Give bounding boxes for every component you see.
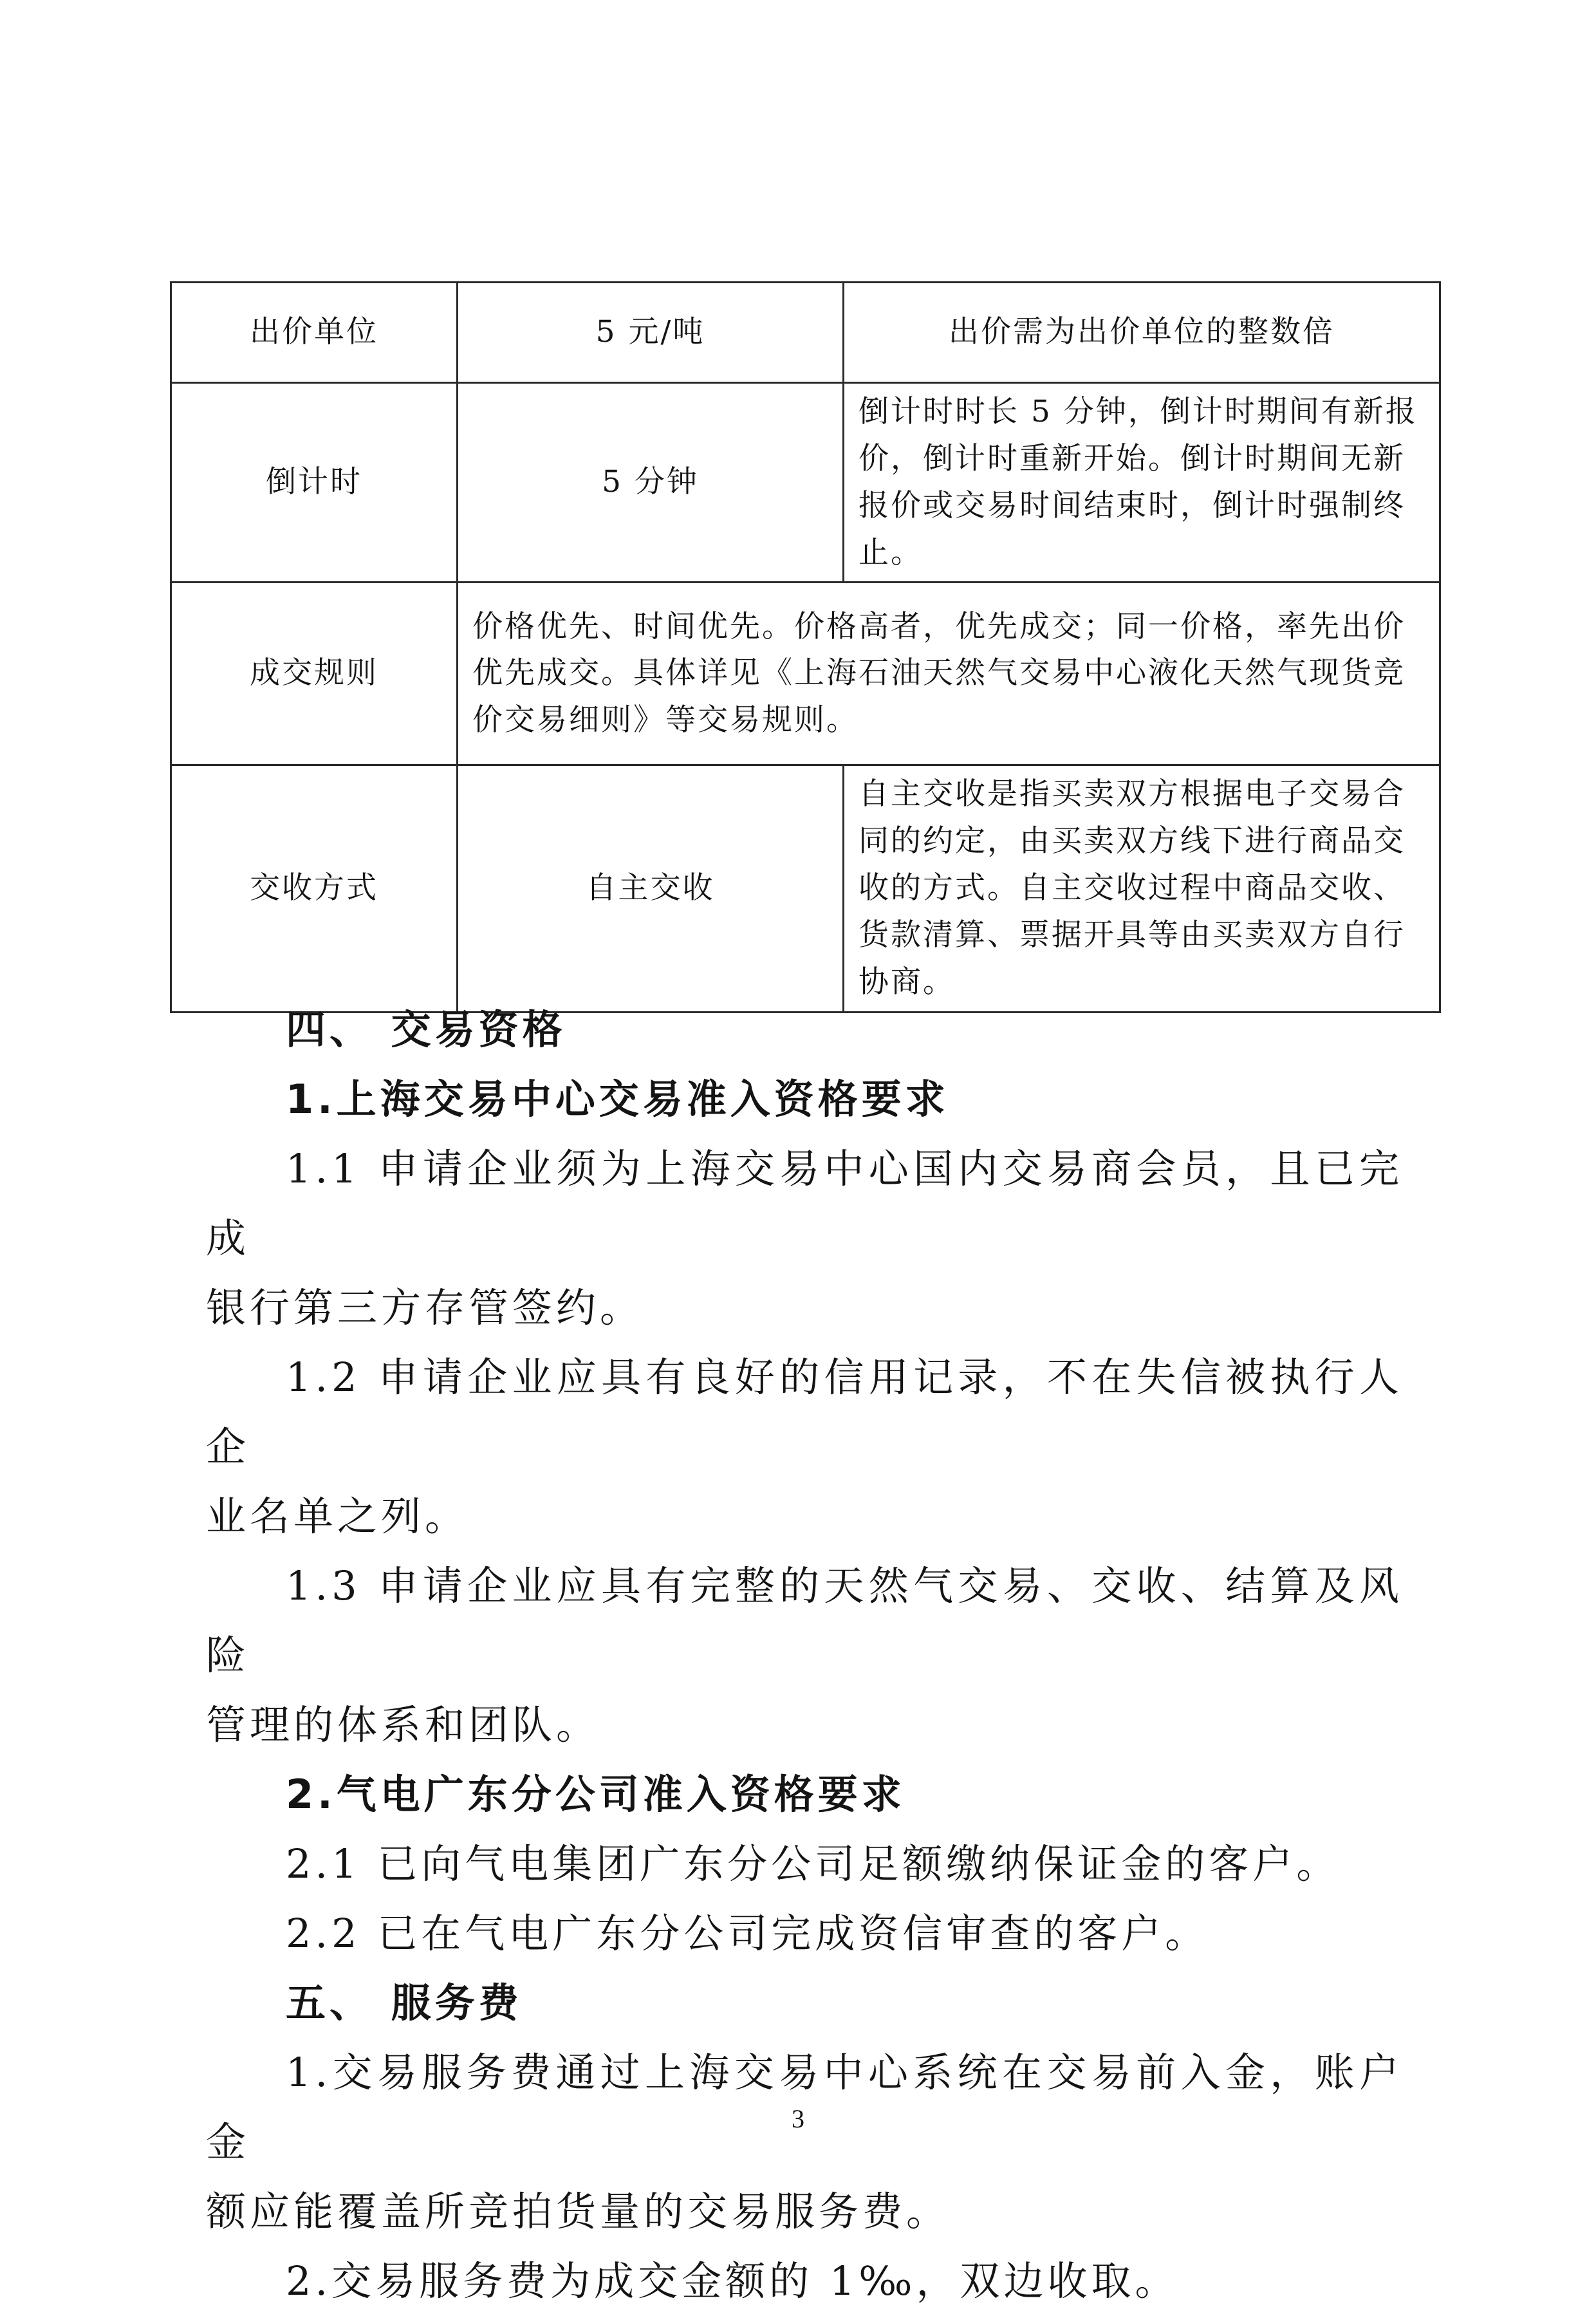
table-row bbox=[171, 283, 1440, 383]
row-note: 出价需为出价单位的整数倍 bbox=[844, 283, 1440, 383]
row-merged-text: 价格优先、时间优先。价格高者，优先成交；同一价格，率先出价优先成交。具体详见《上海石油天然气交易中心液化天然气现货竞价交易细则》等交易规则。 bbox=[458, 583, 1440, 765]
row-label: 出价单位 bbox=[171, 283, 458, 383]
page-number: 3 bbox=[792, 2104, 804, 2133]
clause-1-1-line1: 1.1 申请企业须为上海交易中心国内交易商会员，且已完成 bbox=[206, 1145, 1403, 1262]
row-note: 倒计时时长 5 分钟，倒计时期间有新报价，倒计时重新开始。倒计时期间无新报价或交易时间结束时，倒计时强制终止。 bbox=[844, 383, 1440, 583]
fee-clause-1-line2: 额应能覆盖所竞拍货量的交易服务费。 bbox=[206, 2188, 951, 2235]
table-row bbox=[171, 765, 1440, 1012]
clause-2-2: 2.2 已在气电广东分公司完成资信审查的客户。 bbox=[286, 1910, 1209, 1957]
clause-1-1-line2: 银行第三方存管签约。 bbox=[206, 1284, 644, 1331]
subsection-heading-4-1: 1.上海交易中心交易准入资格要求 bbox=[286, 1076, 949, 1123]
row-label: 倒计时 bbox=[171, 383, 458, 583]
row-note: 自主交收是指买卖双方根据电子交易合同的约定，由买卖双方线下进行商品交收的方式。自主交收过程中商品交收、货款清算、票据开具等由买卖双方自行协商。 bbox=[844, 765, 1440, 1012]
row-value: 自主交收 bbox=[458, 765, 844, 1012]
row-value: 5 分钟 bbox=[458, 383, 844, 583]
table-row bbox=[171, 583, 1440, 765]
row-label: 交收方式 bbox=[171, 765, 458, 1012]
fee-clause-1-line1: 1.交易服务费通过上海交易中心系统在交易前入金，账户金 bbox=[206, 2049, 1403, 2165]
clause-2-1: 2.1 已向气电集团广东分公司足额缴纳保证金的客户。 bbox=[286, 1840, 1341, 1887]
section-heading-5: 五、 服务费 bbox=[286, 1979, 523, 2026]
fee-clause-2: 2.交易服务费为成交金额的 1‰，双边收取。 bbox=[286, 2257, 1179, 2304]
row-label: 成交规则 bbox=[171, 583, 458, 765]
subsection-heading-4-2: 2.气电广东分公司准入资格要求 bbox=[286, 1771, 905, 1818]
clause-1-2-line1: 1.2 申请企业应具有良好的信用记录，不在失信被执行人企 bbox=[206, 1354, 1403, 1470]
section-heading-4: 四、 交易资格 bbox=[286, 1006, 566, 1053]
table-row bbox=[171, 383, 1440, 583]
trading-rules-table bbox=[170, 281, 1441, 1013]
row-value: 5 元/吨 bbox=[458, 283, 844, 383]
clause-1-2-line2: 业名单之列。 bbox=[206, 1493, 469, 1540]
clause-1-3-line2: 管理的体系和团队。 bbox=[206, 1701, 600, 1748]
clause-1-3-line1: 1.3 申请企业应具有完整的天然气交易、交收、结算及风险 bbox=[206, 1562, 1403, 1679]
